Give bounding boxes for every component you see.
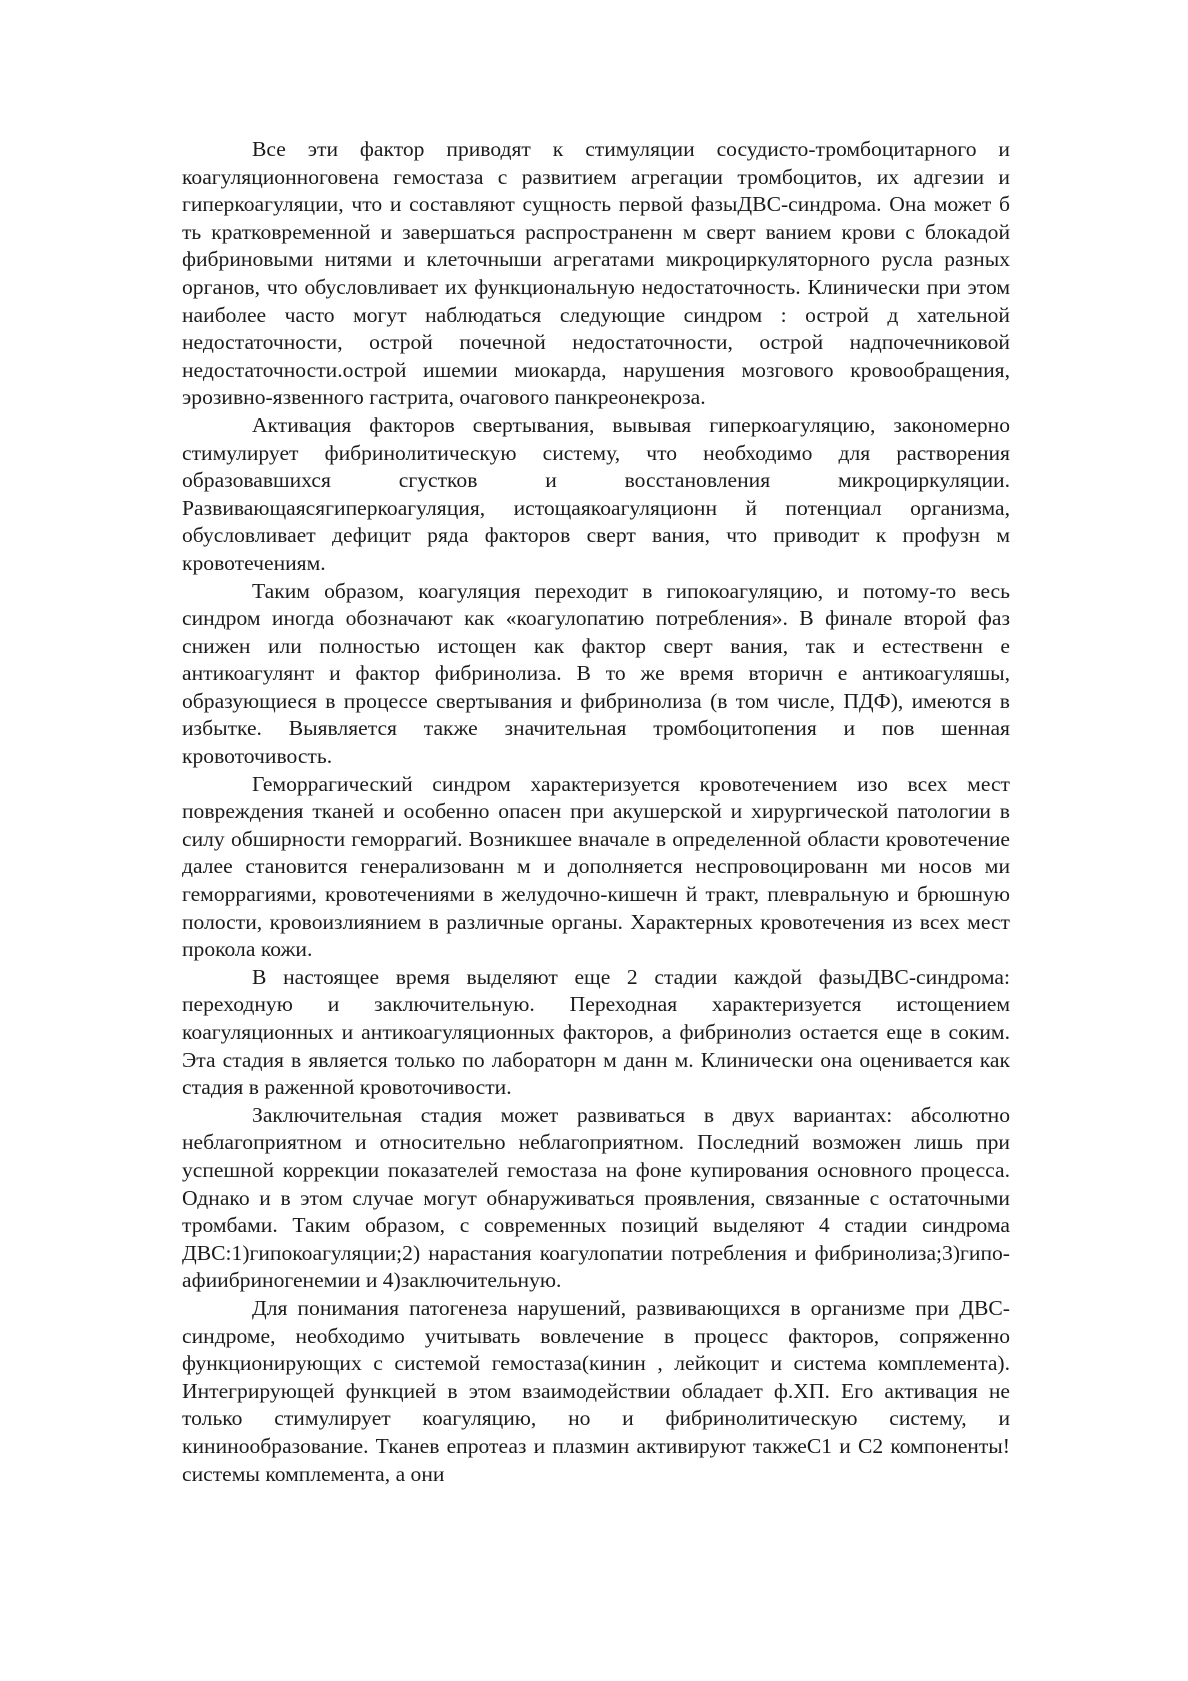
paragraph-5: В настоящее время выделяют еще 2 стадии каждой фазыДВС-синдрома: переходную и заключительную. Переходная характеризуется истощением коагуляционных и антикоагуляционных факторов, а фибринолиз остается еще в соким. Эта стадия в является только по лабораторн м данн м. Клинически она оценивается как стадия в раженной кровоточивости. — [182, 964, 1010, 1100]
paragraph-7: Для понимания патогенеза нарушений, развивающихся в организме при ДВС-синдроме, необходимо учитывать вовлечение в процесс факторов, сопряженно функционирующих с системой гемостаза(кинин , лейкоцит и система комплемента). Интегрирующей функцией в этом взаимодействии обладает ф.ХП. Его активация не только стимулирует коагуляцию, но и фибринолитическую систему, и кининообразование. Тканев епротеаз и плазмин активируют такжеС1 и С2 компоненты! системы комплемента, а они — [182, 1295, 1010, 1486]
paragraph-3: Таким образом, коагуляция переходит в гипокоагуляцию, и потому-то весь синдром иногда обозначают как «коагулопатию потребления». В финале второй фаз снижен или полностью истощен как фактор сверт вания, так и естественн е антикоагулянт и фактор фибринолиза. В то же время вторичн е антикоагуляшы, образующиеся в процессе свертывания и фибринолиза (в том числе, ПДФ), имеются в избытке. Выявляется также значительная тромбоцитопения и пов шенная кровоточивость. — [182, 578, 1010, 769]
paragraph-2: Активация факторов свертывания, вывывая гиперкоагуляцию, закономерно стимулирует фибринолитическую систему, что необходимо для растворения образовавшихся сгустков и восстановления микроциркуляции. Развивающаясягиперкоагуляция, истощаякоагуляционн й потенциал организма, обусловливает дефицит ряда факторов сверт вания, что приводит к профузн м кровотечениям. — [182, 412, 1010, 575]
document-page — [182, 136, 1010, 1488]
paragraph-6: Заключительная стадия может развиваться в двух вариантах: абсолютно неблагоприятном и относительно неблагоприятном. Последний возможен лишь при успешной коррекции показателей гемостаза на фоне купирования основного процесса. Однако и в этом случае могут обнаруживаться проявления, связанные с остаточными тромбами. Таким образом, с современных позиций выделяют 4 стадии синдрома ДВС:1)гипокоагуляции;2) нарастания коагулопатии потребления и фибринолиза;3)гипо-афиибриногенемии и 4)заключительную. — [182, 1102, 1010, 1293]
paragraph-1: Все эти фактор приводят к стимуляции сосудисто-тромбоцитарного и коагуляционноговена гемостаза с развитием агрегации тромбоцитов, их адгезии и гиперкоагуляции, что и составляют сущность первой фазыДВС-синдрома. Она может б ть кратковременной и завершаться распространенн м сверт ванием крови с блокадой фибриновыми нитями и клеточныши агрегатами микроциркуляторного русла разных органов, что обусловливает их функциональную недостаточность. Клинически при этом наиболее часто могут наблюдаться следующие синдром : острой д хательной недостаточности, острой почечной недостаточности, острой надпочечниковой недостаточности.острой ишемии миокарда, нарушения мозгового кровообращения, эрозивно-язвенного гастрита, очагового панкреонекроза. — [182, 137, 1010, 410]
paragraph-4: Геморрагический синдром характеризуется кровотечением изо всех мест повреждения тканей и особенно опасен при акушерской и хирургической патологии в силу обширности геморрагий. Возникшее вначале в определенной области кровотечение далее становится генерализованн м и дополняется неспровоцированн ми носов ми геморрагиями, кровотечениями в желудочно-кишечн й тракт, плевральную и брюшную полости, кровоизлиянием в различные органы. Характерных кровотечения из всех мест прокола кожи. — [182, 771, 1010, 962]
